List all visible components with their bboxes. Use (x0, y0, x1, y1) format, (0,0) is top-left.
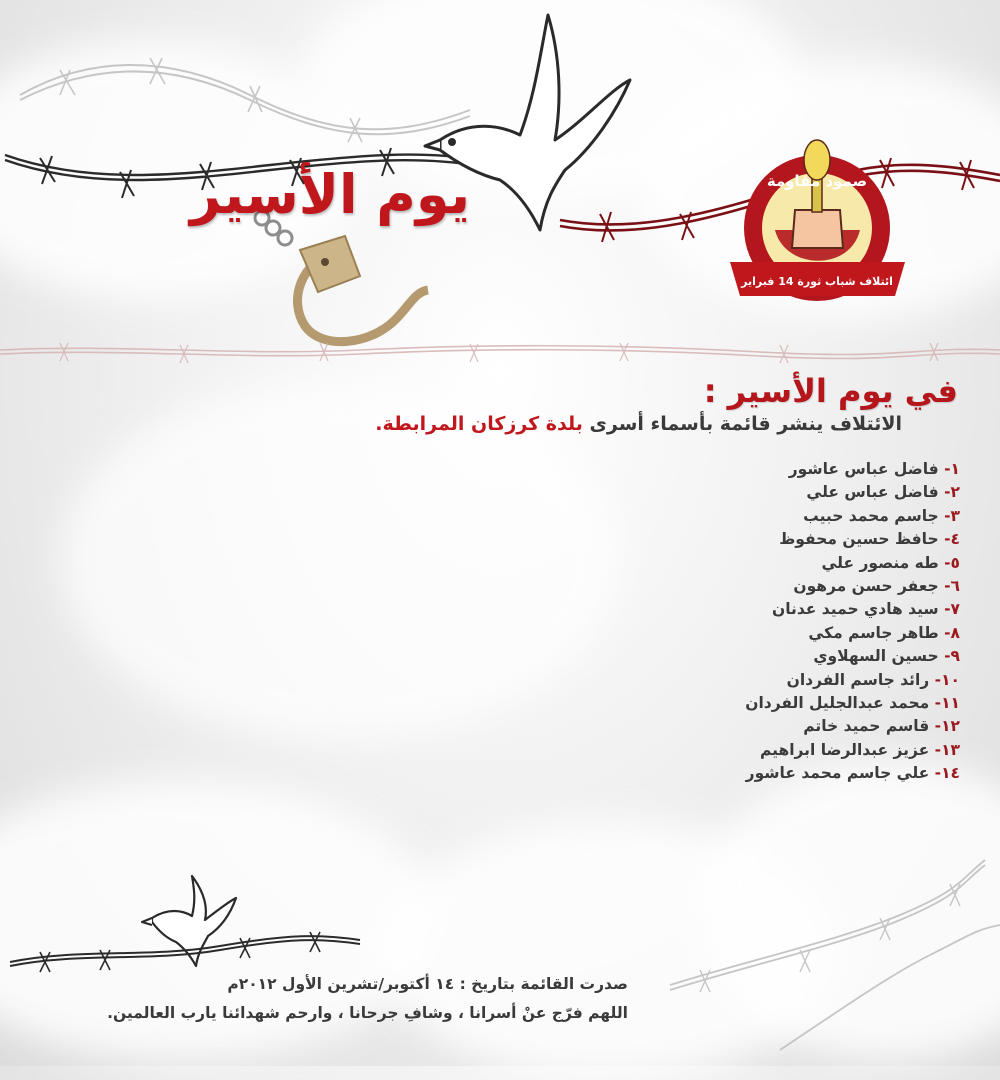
item-name: رائد جاسم الفردان (786, 670, 930, 689)
banner-title: يوم الأسير (190, 163, 470, 226)
item-number: ١١- (934, 693, 960, 712)
subheading-text: الائتلاف ينشر قائمة بأسماء أسرى (582, 413, 902, 435)
barbed-wire-icon (670, 860, 1000, 1050)
divider-wire (0, 343, 1000, 363)
item-name: حسين السهلاوي (813, 647, 939, 666)
list-item (745, 715, 960, 738)
item-name: جعفر حسن مرهون (793, 576, 939, 595)
list-item (745, 692, 960, 715)
item-name: طاهر جاسم مكي (808, 623, 939, 642)
list-item (745, 528, 960, 551)
item-number: ٢- (944, 483, 960, 502)
item-number: ٦- (944, 576, 960, 595)
barbed-wire-icon (20, 58, 470, 142)
item-number: ١٣- (934, 740, 960, 759)
item-name: حافظ حسين محفوظ (779, 530, 939, 549)
subheading-highlight: بلدة كرزكان المرابطة. (375, 413, 583, 435)
list-item (745, 622, 960, 645)
item-number: ٣- (944, 506, 960, 525)
list-item (745, 739, 960, 762)
footer-date: صدرت القائمة بتاريخ : ١٤ أكتوبر/تشرين الأول ٢٠١٢م (227, 975, 628, 993)
item-number: ٥- (944, 553, 960, 572)
item-number: ١٤- (934, 764, 960, 783)
page-subheading (375, 412, 902, 437)
item-name: فاضل عباس عاشور (788, 460, 939, 478)
handcuffs-icon (255, 211, 428, 342)
item-number: ٨- (944, 623, 960, 642)
prisoner-list (745, 458, 960, 785)
item-number: ١٢- (934, 717, 960, 736)
item-number: ٩- (944, 647, 960, 666)
footer (107, 970, 628, 1028)
item-name: عزيز عبدالرضا ابراهيم (759, 740, 930, 759)
list-item (745, 575, 960, 598)
item-number: ٧- (944, 600, 960, 619)
item-number: ٤- (944, 530, 960, 549)
logo-bottom-text: ائتلاف شباب ثورة 14 فبراير (741, 275, 893, 288)
list-item (745, 598, 960, 621)
list-item (745, 458, 960, 481)
item-name: قاسم حميد خاتم (803, 717, 930, 736)
item-name: محمد عبدالجليل الفردان (745, 693, 930, 712)
list-item (745, 669, 960, 692)
list-item (745, 552, 960, 575)
logo-top-text: صمود مقاومة (766, 172, 868, 190)
list-item (745, 762, 960, 785)
footer-prayer: اللهم فرّج عنْ أسرانا ، وشافِ جرحانا ، وارحم شهدائنا يارب العالمين. (107, 1004, 628, 1022)
item-name: طه منصور علي (821, 553, 939, 572)
item-name: جاسم محمد حبيب (803, 506, 939, 525)
item-name: علي جاسم محمد عاشور (745, 764, 930, 783)
list-item (745, 481, 960, 504)
page-heading: في يوم الأسير : (703, 372, 958, 410)
list-item (745, 645, 960, 668)
list-item (745, 505, 960, 528)
item-number: ١- (944, 460, 960, 478)
item-number: ١٠- (934, 670, 960, 689)
item-name: فاضل عباس علي (806, 483, 939, 502)
item-name: سيد هادي حميد عدنان (771, 600, 939, 619)
